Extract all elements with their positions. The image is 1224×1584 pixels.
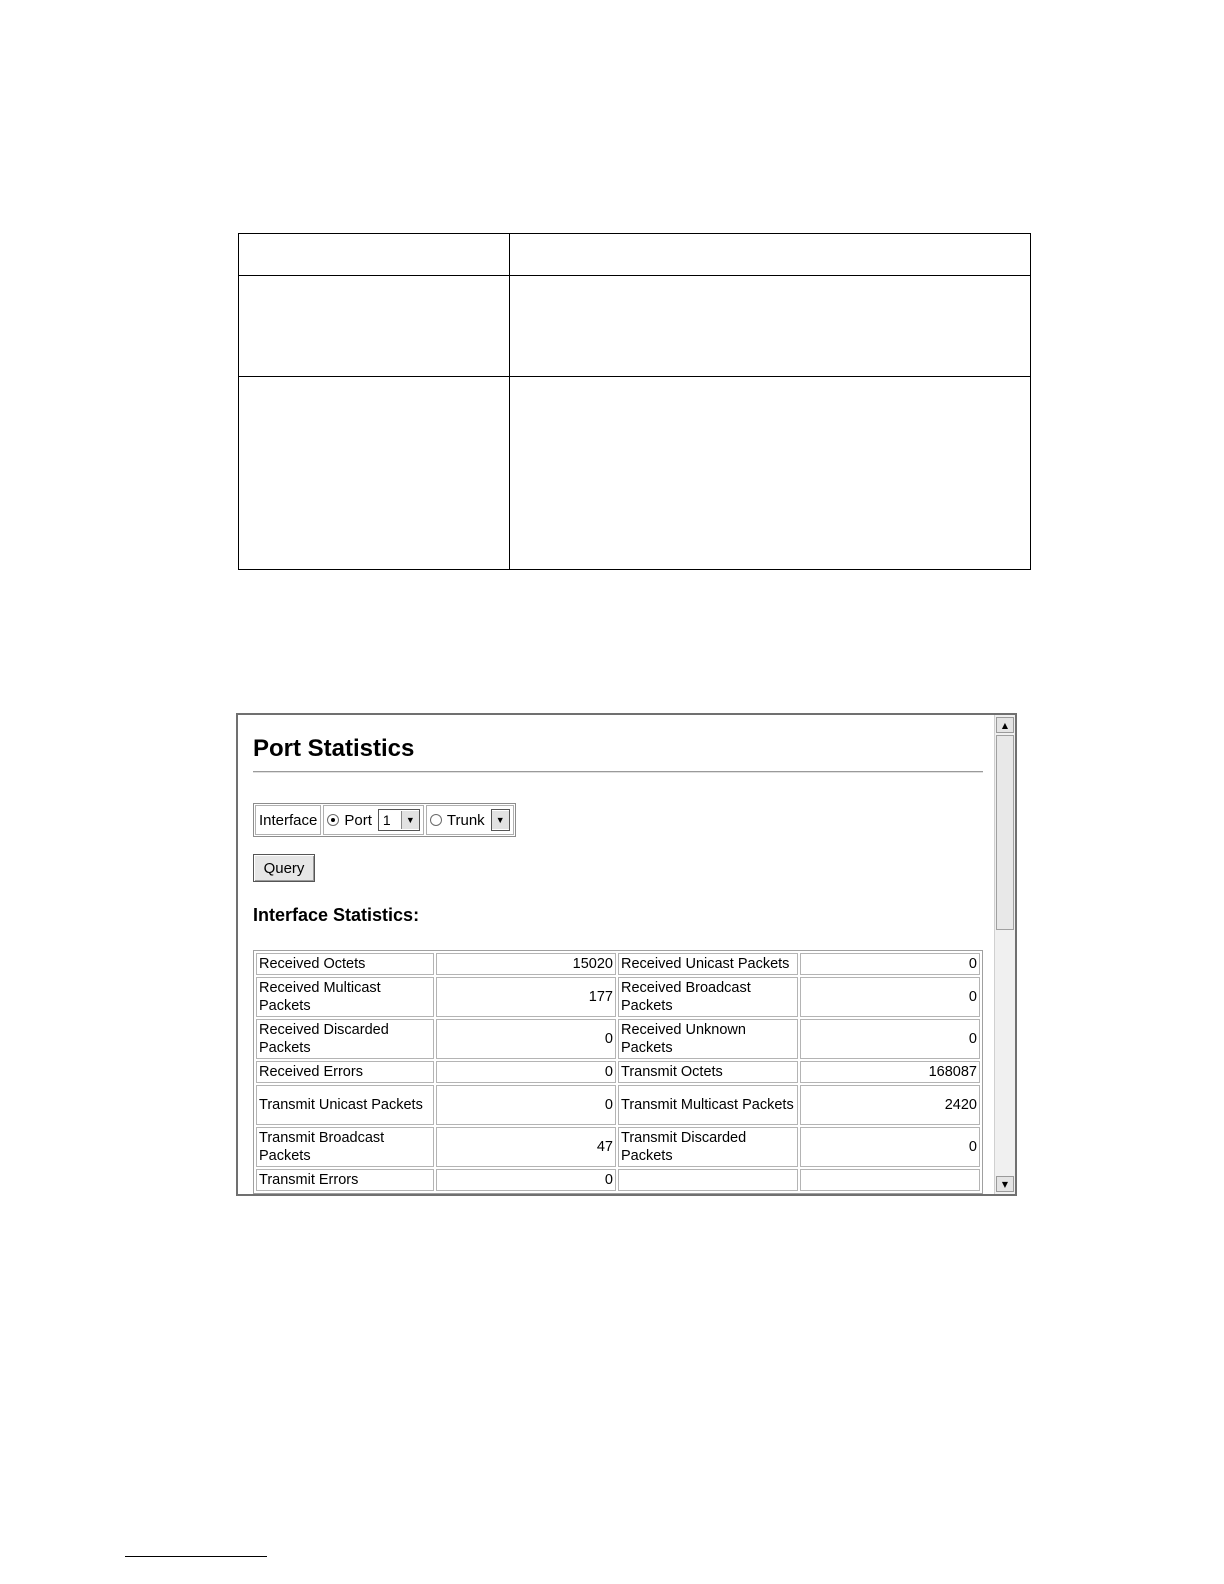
stat-value: 0 [800, 1127, 980, 1167]
document-table [238, 233, 1031, 570]
stat-label: Transmit Broadcast Packets [256, 1127, 434, 1167]
doc-cell [510, 276, 1031, 377]
stat-value: 0 [800, 1019, 980, 1059]
doc-cell [510, 377, 1031, 570]
doc-cell [239, 234, 510, 276]
scrollbar-thumb[interactable] [996, 735, 1014, 930]
stat-label: Transmit Multicast Packets [618, 1085, 798, 1125]
table-row [256, 953, 980, 975]
vertical-scrollbar[interactable] [994, 715, 1015, 1194]
chevron-down-icon[interactable]: ▼ [401, 811, 419, 829]
interface-label-cell [255, 805, 321, 835]
footer-divider [125, 1556, 267, 1557]
stat-value: 2420 [800, 1085, 980, 1125]
trunk-radio-label: Trunk [446, 811, 485, 829]
table-row [256, 1169, 980, 1191]
window-content [238, 715, 993, 1194]
table-row [256, 1061, 980, 1083]
doc-cell [239, 377, 510, 570]
stat-value: 0 [800, 977, 980, 1017]
stat-label: Received Errors [256, 1061, 434, 1083]
stat-label: Transmit Octets [618, 1061, 798, 1083]
stat-value: 168087 [800, 1061, 980, 1083]
arrow-up-icon[interactable]: ▲ [996, 717, 1014, 733]
query-button[interactable]: Query [253, 854, 315, 882]
trunk-radio[interactable] [430, 814, 442, 826]
doc-cell [239, 276, 510, 377]
page-title: Port Statistics [253, 735, 415, 762]
port-option-cell [323, 805, 424, 835]
stat-label [618, 1169, 798, 1191]
stat-value: 15020 [436, 953, 616, 975]
interface-label: Interface [259, 811, 318, 829]
stat-value: 0 [436, 1169, 616, 1191]
arrow-down-icon[interactable]: ▼ [996, 1176, 1014, 1192]
stat-label: Received Broadcast Packets [618, 977, 798, 1017]
stat-label: Transmit Errors [256, 1169, 434, 1191]
chevron-down-icon[interactable]: ▼ [492, 811, 509, 829]
port-statistics-window [236, 713, 1017, 1196]
trunk-select[interactable] [491, 809, 510, 831]
stat-value: 0 [436, 1085, 616, 1125]
table-row [256, 977, 980, 1017]
stat-label: Received Discarded Packets [256, 1019, 434, 1059]
stat-label: Received Octets [256, 953, 434, 975]
stat-label: Received Multicast Packets [256, 977, 434, 1017]
table-row [256, 1019, 980, 1059]
table-row [256, 1127, 980, 1167]
stat-label: Transmit Discarded Packets [618, 1127, 798, 1167]
stat-value: 0 [436, 1061, 616, 1083]
title-divider [253, 771, 983, 773]
stat-value: 0 [436, 1019, 616, 1059]
doc-cell [510, 234, 1031, 276]
stat-label: Received Unicast Packets [618, 953, 798, 975]
port-select-value: 1 [382, 812, 391, 828]
stat-label: Transmit Unicast Packets [256, 1085, 434, 1125]
stat-value [800, 1169, 980, 1191]
port-radio-label: Port [344, 811, 372, 829]
stat-value: 0 [800, 953, 980, 975]
interface-selector [253, 803, 516, 837]
port-select[interactable] [378, 809, 420, 831]
interface-statistics-table [253, 950, 983, 1194]
port-radio[interactable] [327, 814, 339, 826]
trunk-option-cell [426, 805, 514, 835]
stat-value: 47 [436, 1127, 616, 1167]
table-row [256, 1085, 980, 1125]
stat-label: Received Unknown Packets [618, 1019, 798, 1059]
interface-statistics-heading: Interface Statistics: [253, 905, 420, 925]
stat-value: 177 [436, 977, 616, 1017]
